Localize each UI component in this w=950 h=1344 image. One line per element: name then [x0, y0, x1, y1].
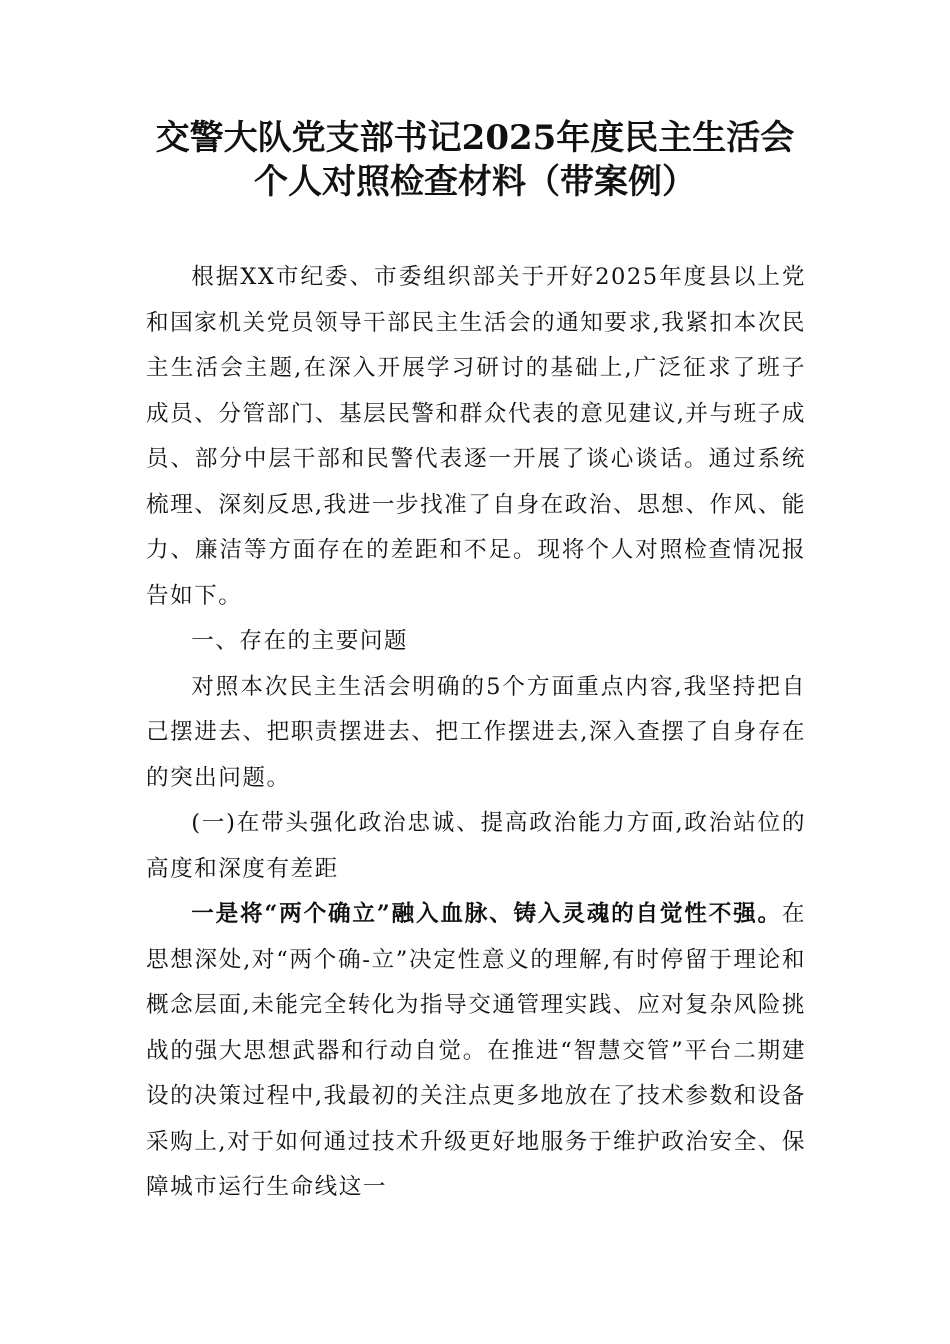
point-paragraph: [146, 892, 806, 1211]
section-intro-paragraph: 对照本次民主生活会明确的5个方面重点内容,我坚持把自己摆进去、把职责摆进去、把工作摆进去,深入查摆了自身存在的突出问题。: [146, 673, 806, 791]
point-text: 在思想深处,对“两个确-立”决定性意义的理解,有时停留于理论和概念层面,未能完全转化为指导交通管理实践、应对复杂风险挑战的强大思想武器和行动自觉。在推进“智慧交管”平台二期建设的决策过程中,我最初的关注点更多地放在了技术参数和设备采购上,对于如何通过技术升级更好地服务于维护政治安全、保障城市运行生命线这一: [146, 901, 806, 1200]
document-title-line-1: 交警大队党支部书记2025年度民主生活会: [155, 118, 795, 158]
document-body: [146, 255, 806, 1211]
section-heading: 一、存在的主要问题: [191, 628, 409, 654]
subsection-heading: (一)在带头强化政治忠诚、提高政治能力方面,政治站位的高度和深度有差距: [146, 810, 806, 882]
intro-paragraph: 根据XX市纪委、市委组织部关于开好2025年度县以上党和国家机关党员领导干部民主生活会的通知要求,我紧扣本次民主生活会主题,在深入开展学习研讨的基础上,广泛征求了班子成员、分管部门、基层民警和群众代表的意见建议,并与班子成员、部分中层干部和民警代表逐一开展了谈心谈话。通过系统梳理、深刻反思,我进一步找准了自身在政治、思想、作风、能力、廉洁等方面存在的差距和不足。现将个人对照检查情况报告如下。: [146, 264, 806, 609]
document-title-line-2: 个人对照检查材料（带案例）: [254, 162, 696, 202]
point-lead: 一是将“两个确立”融入血脉、铸入灵魂的自觉性不强。: [191, 901, 782, 927]
